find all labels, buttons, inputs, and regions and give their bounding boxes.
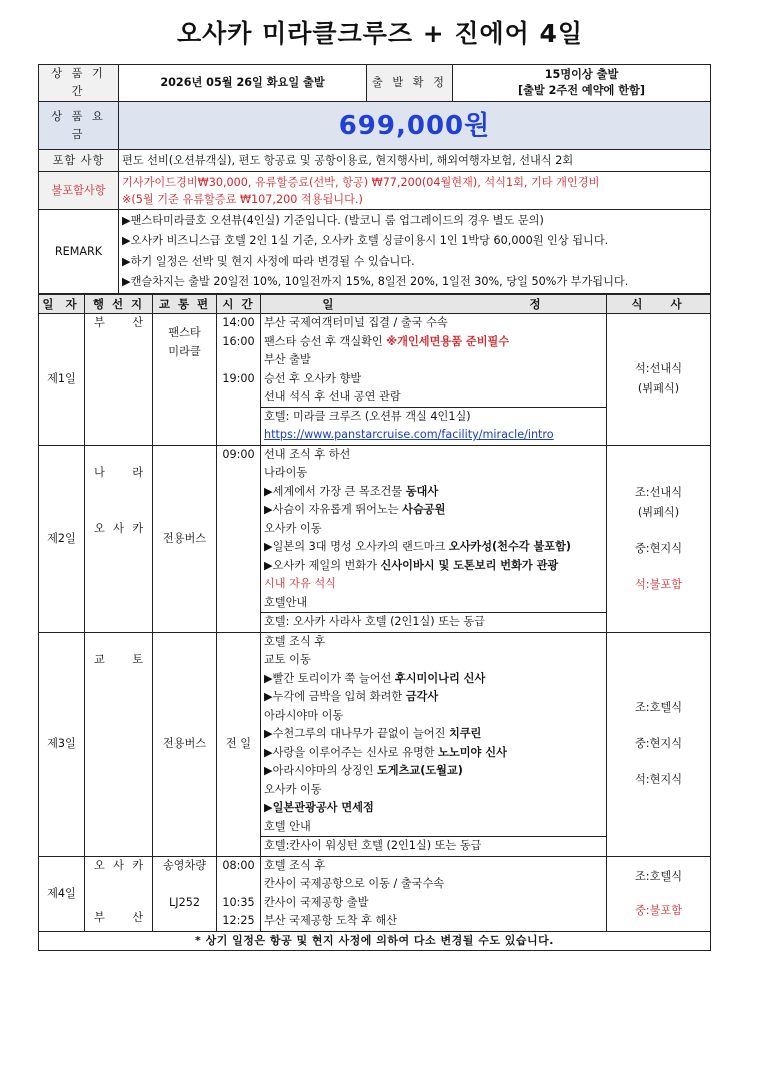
day-row — [39, 632, 711, 856]
header-time: 시 간 — [217, 295, 261, 314]
time: 16:00 — [222, 334, 255, 348]
confirm-value — [453, 65, 711, 102]
confirm-value-line1: 15명이상 출발 — [544, 68, 619, 81]
time-cell — [217, 856, 261, 931]
remark-list — [119, 210, 711, 294]
meal-breakfast: 조:호텔식 — [635, 869, 682, 883]
place-cell — [85, 314, 153, 446]
meal-cell — [607, 856, 711, 931]
flight-number: LJ252 — [169, 895, 200, 909]
itinerary-cell — [261, 314, 607, 446]
day-label: 제2일 — [39, 445, 85, 632]
itinerary-line: 부산 출발 — [264, 353, 311, 366]
transport-ship: 팬스타 — [168, 326, 201, 339]
hotel-line: 호텔: 오사카 사라사 호텔 (2인1실) 또는 동급 — [261, 612, 606, 632]
transport-cell: 전용버스 — [153, 632, 217, 856]
place-nara: 나 라 — [94, 465, 143, 479]
meal-lunch: 중:현지식 — [635, 541, 682, 555]
itinerary-line: ▶오사카 제일의 번화가 신사이바시 및 도톤보리 번화가 관광 — [264, 558, 559, 572]
include-value: 편도 선비(오션뷰객실), 편도 항공료 및 공항이용료, 현지행사비, 해외여행자보험, 선내식 2회 — [119, 150, 711, 172]
itinerary-line: 아라시야마 이동 — [264, 708, 344, 722]
transport-cell: 전용버스 — [153, 445, 217, 632]
meal-breakfast: 조:선내식 — [635, 485, 682, 499]
itinerary-line: 칸사이 국제공항 출발 — [264, 895, 369, 909]
itinerary-line: 선내 석식 후 선내 공연 관람 — [264, 390, 401, 403]
itinerary-line: 호텔 조식 후 — [264, 634, 326, 648]
hotel-line: 호텔: 미라클 크루즈 (오션뷰 객실 4인1실) — [261, 407, 606, 427]
itinerary-line: 호텔안내 — [264, 595, 308, 609]
meal-dinner: 석:현지식 — [635, 773, 682, 786]
time: 08:00 — [222, 858, 255, 872]
time: 14:00 — [222, 316, 255, 329]
day-label: 제3일 — [39, 632, 85, 856]
time — [220, 875, 257, 894]
footnote: * 상기 일정은 항공 및 현지 사정에 의하여 다소 변경될 수도 있습니다. — [39, 931, 711, 950]
remark-label: REMARK — [39, 210, 119, 294]
price-value: 699,000원 — [119, 102, 711, 150]
itinerary-line: ▶수천그루의 대나무가 끝없이 늘어진 치쿠린 — [264, 727, 482, 740]
itinerary-line: 시내 자유 석식 — [264, 577, 336, 590]
exclude-label: 불포함사항 — [39, 172, 119, 210]
meal-cell — [607, 632, 711, 856]
price-label: 상 품 요 금 — [39, 102, 119, 150]
meal-dinner: 석:선내식 — [635, 362, 682, 376]
time-cell: 전 일 — [217, 632, 261, 856]
meal-breakfast: 조:호텔식 — [635, 701, 682, 714]
place-cell — [85, 632, 153, 856]
period-label: 상 품 기 간 — [39, 65, 119, 102]
itinerary-line: 승선 후 오사카 향발 — [264, 371, 362, 385]
remark-item: ▶오사카 비즈니스급 호텔 2인 1실 기준, 오사카 호텔 싱글이용시 1인 1박당 60,000원 인상 됩니다. — [122, 234, 609, 247]
transport-transfer: 송영차량 — [162, 858, 207, 872]
place-osaka: 오 사 카 — [94, 521, 143, 535]
day-row — [39, 314, 711, 446]
itinerary-line: 부산 국제공항 도착 후 해산 — [264, 914, 398, 927]
day-row — [39, 856, 711, 931]
meal-lunch: 중:불포함 — [635, 903, 682, 917]
transport-cell — [153, 856, 217, 931]
itinerary-line: 오사카 이동 — [264, 521, 322, 535]
itinerary-line: ▶일본의 3대 명성 오사카의 랜드마크 오사카성(천수각 불포함) — [264, 540, 572, 553]
exclude-value — [119, 172, 711, 210]
meal-cell — [607, 314, 711, 446]
itinerary-line: ▶사슴이 자유롭게 뛰어노는 사슴공원 — [264, 503, 446, 516]
time-cell: 09:00 — [217, 445, 261, 632]
itinerary-line: ▶사랑을 이루어주는 신사로 유명한 노노미야 신사 — [264, 745, 507, 759]
itinerary-line: 팬스타 승선 후 객실확인 ※개인세면용품 준비필수 — [264, 334, 510, 348]
itinerary-line: 선내 조식 후 하선 — [264, 447, 351, 461]
itinerary-line: ▶누각에 금박을 입혀 화려한 금각사 — [264, 690, 439, 703]
transport-ship-2: 미라클 — [168, 344, 201, 358]
include-label: 포함 사항 — [39, 150, 119, 172]
time: 19:00 — [222, 371, 255, 385]
transport-cell — [153, 314, 217, 446]
itinerary-line: 부산 국제여객터미널 집결 / 출국 수속 — [264, 316, 448, 329]
place-busan: 부 산 — [94, 910, 143, 924]
place-busan: 부 산 — [94, 316, 143, 329]
confirm-label: 출 발 확 정 — [367, 65, 453, 102]
header-day: 일 자 — [39, 295, 85, 314]
meal-dinner: 석:불포함 — [635, 577, 682, 591]
remark-item: ▶팬스타미라클호 오션뷰(4인실) 기준입니다. (발코니 룸 업그레이드의 경우 별도 문의) — [122, 213, 544, 227]
time: 10:35 — [222, 895, 255, 909]
day-label: 제4일 — [39, 856, 85, 931]
exclude-value-line2: ※(5월 기준 유류할증료 ₩107,200 적용됩니다.) — [122, 192, 363, 206]
hotel-line: 호텔:칸사이 워싱턴 호텔 (2인1실) 또는 동급 — [261, 836, 606, 856]
meal-lunch: 중:현지식 — [635, 737, 682, 750]
header-meal: 식 사 — [607, 295, 711, 314]
itinerary-line: 오사카 이동 — [264, 782, 322, 796]
itinerary-line: ▶빨간 토리이가 쭉 늘어선 후시미이나리 신사 — [264, 671, 486, 685]
header-itinerary: 일 정 — [261, 295, 607, 314]
exclude-value-line1: 기사가이드경비₩30,000, 유류할증료(선박, 항공) ₩77,200(04월현재), 석식1회, 기타 개인경비 — [122, 175, 600, 189]
header-place: 행 선 지 — [85, 295, 153, 314]
header-transport: 교 통 편 — [153, 295, 217, 314]
meal-note: (뷔페식) — [637, 505, 680, 519]
time — [220, 351, 257, 370]
itinerary-cell — [261, 856, 607, 931]
meal-cell — [607, 445, 711, 632]
cruise-link[interactable]: https://www.panstarcruise.com/facility/miracle/intro — [264, 428, 554, 441]
itinerary-line: 호텔 조식 후 — [264, 858, 326, 872]
itinerary-cell — [261, 445, 607, 632]
page-title: 오사카 미라클크루즈 + 진에어 4일 — [176, 19, 584, 48]
itinerary-line: 칸사이 국제공항으로 이동 / 출국수속 — [264, 877, 445, 890]
product-summary-table — [38, 64, 711, 294]
itinerary-line: ▶아라시야마의 상징인 도게츠교(도월교) — [264, 764, 463, 777]
place-cell — [85, 445, 153, 632]
itinerary-line: 호텔 안내 — [264, 819, 311, 833]
day-label: 제1일 — [39, 314, 85, 446]
place-osaka: 오 사 카 — [94, 858, 143, 872]
meal-note: (뷔페식) — [637, 382, 680, 396]
time: 12:25 — [222, 914, 255, 927]
itinerary-line: ▶일본관광공사 면세점 — [264, 801, 374, 814]
day-row — [39, 445, 711, 632]
itinerary-cell — [261, 632, 607, 856]
itinerary-line: 교토 이동 — [264, 653, 311, 666]
place-cell — [85, 856, 153, 931]
itinerary-table — [38, 294, 711, 951]
remark-item: ▶캔슬차지는 출발 20일전 10%, 10일전까지 15%, 8일전 20%, 1일전 30%, 당일 50%가 부가됩니다. — [122, 275, 629, 288]
period-value: 2026년 05월 26일 화요일 출발 — [119, 65, 367, 102]
time-cell — [217, 314, 261, 446]
remark-item: ▶하기 일정은 선박 및 현지 사정에 따라 변경될 수 있습니다. — [122, 254, 415, 268]
itinerary-line: ▶세계에서 가장 큰 목조건물 동대사 — [264, 484, 439, 498]
itinerary-line: 나라이동 — [264, 466, 308, 479]
confirm-value-line2: [출발 2주전 예약에 한함] — [518, 84, 645, 97]
place-kyoto: 교 토 — [94, 652, 143, 666]
